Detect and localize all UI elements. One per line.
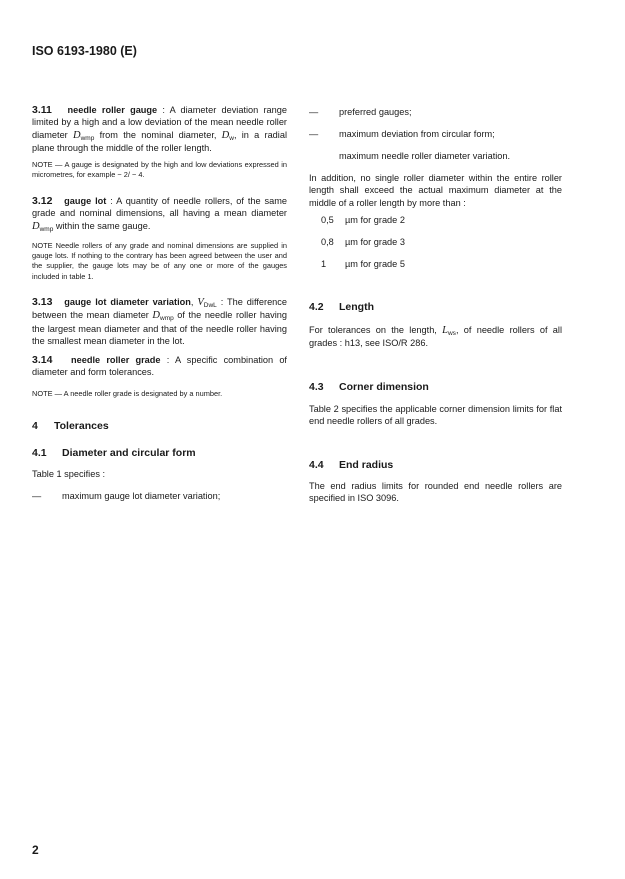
symbol: D — [221, 129, 230, 141]
heading-number: 4.2 — [309, 301, 324, 313]
definition-3-12: 3.12 gauge lot : A quantity of needle rollers, of the same grade and nominal dimensions, all having a mean diameter $D_{wmp}$ within the same gauge. — [32, 195, 287, 233]
symbol: V — [197, 297, 204, 308]
heading-4-4 — [309, 459, 393, 471]
heading-number: 4 — [32, 420, 38, 432]
grade-row — [321, 237, 405, 247]
heading-title: Diameter and circular form — [62, 447, 196, 459]
symbol: D — [32, 220, 40, 232]
addition-paragraph: In addition, no single roller diameter within the entire roller length shall exceed the actual maximum diameter at the middle of a roller length by more than : — [309, 173, 562, 208]
section-number: 3.14 — [32, 354, 53, 366]
document-header: ISO 6193-1980 (E) — [32, 44, 137, 58]
grade-unit: µm for grade 5 — [345, 259, 405, 269]
definition-3-11: 3.11 needle roller gauge : A diameter deviation range limited by a high and a low deviation of the mean needle roller diameter $D_{wmp}$ from the nominal diameter, $D_w$, in a radial plane through the middle of the roller length. — [32, 104, 287, 154]
note-3-14: NOTE — A needle roller grade is designated by a number. — [32, 389, 223, 398]
heading-number: 4.4 — [309, 459, 324, 471]
symbol: L — [442, 325, 448, 336]
length-paragraph: For tolerances on the length, $L_{ws}$, of needle rollers of all grades : h13, see ISO/R 286. — [309, 325, 562, 349]
note-3-12: NOTE Needle rollers of any grade and nominal dimensions are supplied in gauge lots. If nothing to the contrary has been agreed between the user and the supplier, the gauge lots may be of any one or more of the gauges included in table 1. — [32, 241, 287, 281]
dash-bullet: — — [309, 107, 319, 117]
list-item-text: maximum deviation from circular form; — [339, 129, 495, 139]
note-3-11: NOTE — A gauge is designated by the high and low deviations expressed in micrometres, for example − 2/ − 4. — [32, 160, 287, 180]
list-item-text: preferred gauges; — [339, 107, 412, 117]
heading-4-3 — [309, 381, 429, 393]
grade-row — [321, 259, 405, 269]
list-item — [32, 490, 220, 502]
section-number: 3.13 — [32, 296, 53, 308]
heading-title: End radius — [339, 459, 394, 471]
heading-title: Length — [339, 301, 374, 313]
table1-intro: Table 1 specifies : — [32, 469, 106, 479]
corner-paragraph: Table 2 specifies the applicable corner dimension limits for flat end needle rollers of all grades. — [309, 404, 562, 427]
heading-4-tolerances — [32, 420, 109, 432]
symbol: D — [73, 129, 81, 141]
grade-unit: µm for grade 2 — [345, 215, 405, 225]
grade-row — [321, 215, 405, 225]
list-item — [309, 106, 412, 118]
term: gauge lot diameter variation — [64, 297, 191, 307]
definition-3-14: 3.14 needle roller grade : A specific combination of diameter and form tolerances. — [32, 354, 287, 378]
dash-bullet: — — [32, 491, 42, 501]
term: gauge lot — [64, 196, 107, 206]
heading-4-1 — [32, 447, 196, 459]
term: needle roller grade — [71, 355, 161, 365]
heading-title: Corner dimension — [339, 381, 429, 393]
list-item — [309, 128, 495, 140]
heading-number: 4.3 — [309, 381, 324, 393]
heading-title: Tolerances — [54, 420, 109, 432]
grade-unit: µm for grade 3 — [345, 237, 405, 247]
list-item-text: maximum gauge lot diameter variation; — [62, 491, 221, 501]
list-item-continuation: maximum needle roller diameter variation. — [339, 151, 511, 161]
page-number: 2 — [32, 843, 39, 857]
grade-value: 1 — [321, 259, 327, 269]
section-number: 3.12 — [32, 195, 53, 207]
term: needle roller gauge — [67, 105, 158, 115]
dash-bullet: — — [309, 129, 319, 139]
heading-4-2 — [309, 301, 374, 313]
grade-value: 0,5 — [321, 215, 334, 225]
heading-number: 4.1 — [32, 447, 47, 459]
grade-value: 0,8 — [321, 237, 334, 247]
end-radius-paragraph: The end radius limits for rounded end needle rollers are specified in ISO 3096. — [309, 481, 562, 504]
symbol: D — [152, 310, 161, 322]
definition-3-13: 3.13 gauge lot diameter variation, $V_{DwL}$ : The difference between the mean diameter $D_{wmp}$ of the needle roller having the largest mean diameter and that of the needle roller having the smallest mean diameter in the lot. — [32, 296, 287, 347]
section-number: 3.11 — [32, 104, 52, 116]
